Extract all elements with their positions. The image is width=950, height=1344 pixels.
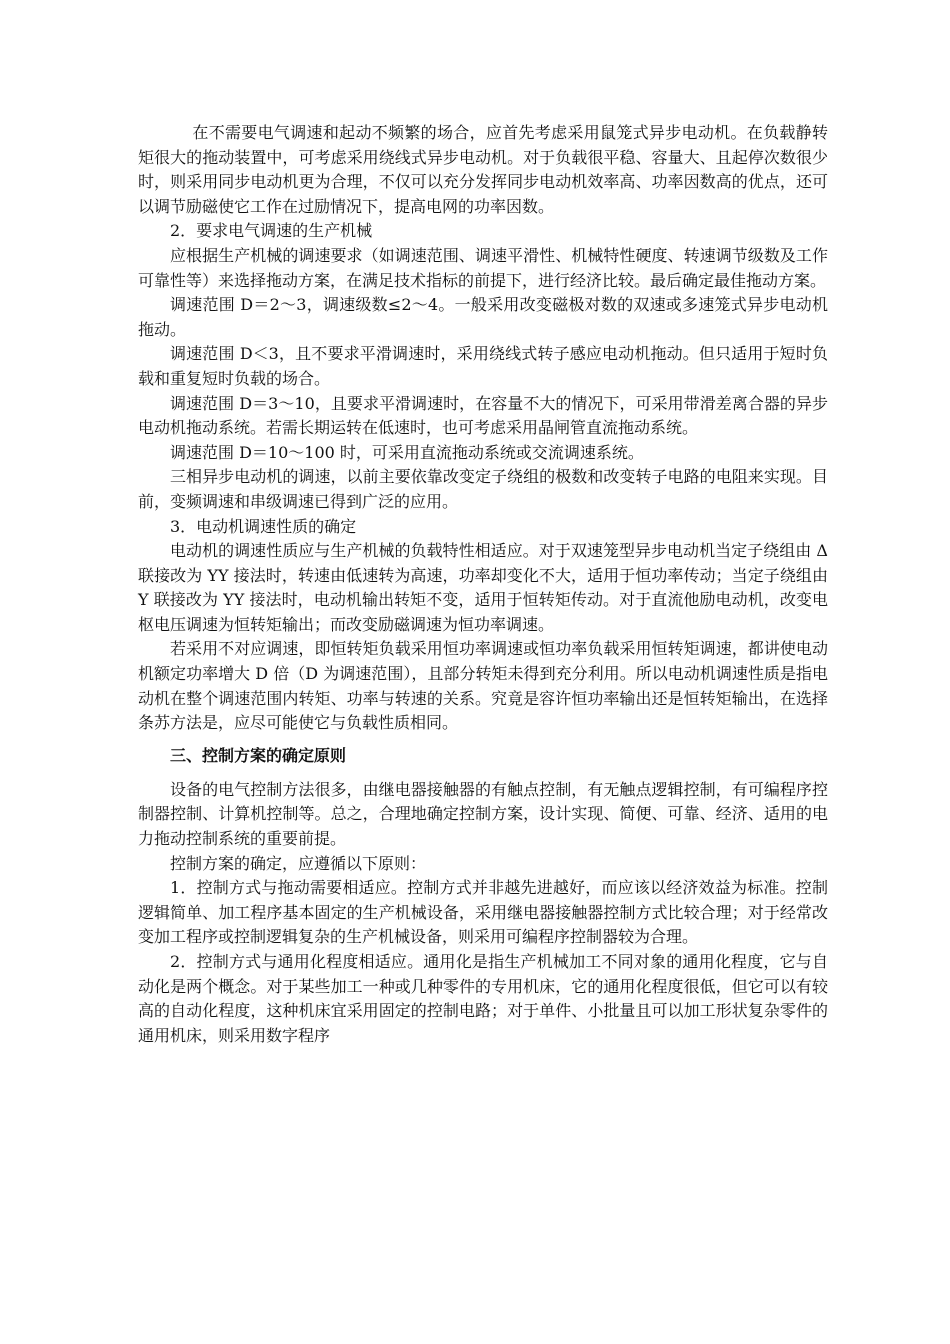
paragraph-range-lt-3: 调速范围 D＜3，且不要求平滑调速时，采用绕线式转子感应电动机拖动。但只适用于短时负载和重复短时负载的场合。 bbox=[138, 344, 828, 388]
paragraph-principle-1: 1．控制方式与拖动需要相适应。控制方式并非越先进越好，而应该以经济效益为标准。控制逻辑简单、加工程序基本固定的生产机械设备，采用继电器接触器控制方式比较合理；对于经常改变加工程序或控制逻辑复杂的生产机械设备，则采用可编程序控制器较为合理。 bbox=[138, 878, 828, 947]
section-heading: 三、控制方案的确定原则 bbox=[170, 745, 347, 765]
paragraph-principles-intro: 控制方案的确定，应遵循以下原则： bbox=[170, 853, 427, 873]
subheading-speed-property: 3．电动机调速性质的确定 bbox=[170, 516, 357, 536]
paragraph-async-motor-speed: 三相异步电动机的调速，以前主要依靠改变定子绕组的极数和改变转子电路的电阻来实现。目前，变频调速和串级调速已得到广泛的应用。 bbox=[138, 467, 828, 511]
paragraph-mismatched-regulation: 若采用不对应调速，即恒转矩负载采用恒功率调速或恒功率负载采用恒转矩调速，都讲使电动机额定功率增大 D 倍（D 为调速范围），且部分转矩未得到充分利用。所以电动机调速性质是指电动机在整个调速范围内转矩、功率与转速的关系。究竟是容许恒功率输出还是恒转矩输出，在选择条苏方法是，应尽可能使它与负载性质相同。 bbox=[138, 639, 828, 733]
paragraph-range-10-100: 调速范围 D＝10～100 时，可采用直流拖动系统或交流调速系统。 bbox=[170, 442, 644, 462]
paragraph-drive-scheme: 应根据生产机械的调速要求（如调速范围、调速平滑性、机械特性硬度、转速调节级数及工作可靠性等）来选择拖动方案，在满足技术指标的前提下，进行经济比较。最后确定最佳拖动方案。 bbox=[138, 245, 828, 290]
paragraph-motor-selection: 在不需要电气调速和起动不频繁的场合，应首先考虑采用鼠笼式异步电动机。在负载静转矩很大的拖动装置中，可考虑采用绕线式异步电动机。对于负载很平稳、容量大、且起停次数很少时，则采用同步电动机更为合理，不仅可以充分发挥同步电动机效率高、功率因数高的优点，还可以调节励磁使它工作在过励情况下，提高电网的功率因数。 bbox=[138, 123, 828, 216]
subheading-speed-regulation: 2．要求电气调速的生产机械 bbox=[170, 221, 373, 241]
paragraph-speed-property: 电动机的调速性质应与生产机械的负载特性相适应。对于双速笼型异步电动机当定子绕组由 Δ 联接改为 YY 接法时，转速由低速转为高速，功率却变化不大，适用于恒功率传动；当定子绕组由 Y 联接改为 YY 接法时，电动机输出转矩不变，适用于恒转矩传动。对于直流他励电动机，改变电枢电压调速为恒转矩输出；而改变励磁调速为恒功率调速。 bbox=[138, 541, 828, 634]
paragraph-control-methods: 设备的电气控制方法很多，由继电器接触器的有触点控制，有无触点逻辑控制，有可编程序控制器控制、计算机控制等。总之，合理地确定控制方案，设计实现、简便、可靠、经济、适用的电力拖动控制系统的重要前提。 bbox=[138, 779, 828, 849]
document-page bbox=[138, 121, 828, 1048]
paragraph-principle-2: 2．控制方式与通用化程度相适应。通用化是指生产机械加工不同对象的通用化程度，它与自动化是两个概念。对于某些加工一种或几种零件的专用机床，它的通用化程度很低，但它可以有较高的自动化程度，这种机床宜采用固定的控制电路；对于单件、小批量且可以加工形状复杂零件的通用机床，则采用数字程序 bbox=[138, 952, 828, 1045]
paragraph-range-2-3: 调速范围 D＝2～3，调速级数≤2～4。一般采用改变磁极对数的双速或多速笼式异步电动机拖动。 bbox=[138, 295, 828, 339]
paragraph-range-3-10: 调速范围 D＝3～10，且要求平滑调速时，在容量不大的情况下，可采用带滑差离合器的异步电动机拖动系统。若需长期运转在低速时，也可考虑采用晶闸管直流拖动系统。 bbox=[138, 393, 828, 438]
